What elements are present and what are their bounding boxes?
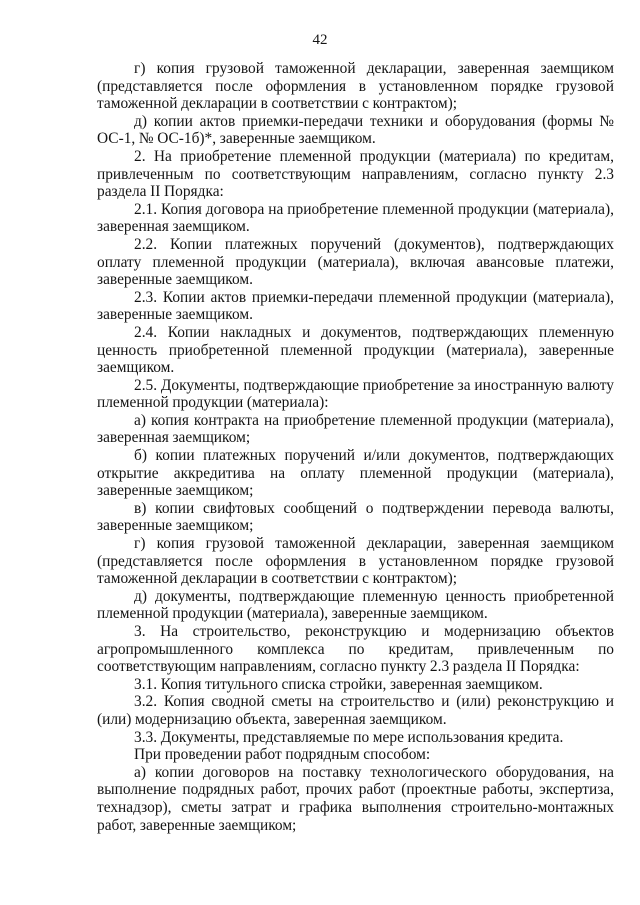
paragraph: а) копия контракта на приобретение племенной продукции (материала), заверенная заемщиком; [97, 411, 614, 447]
paragraph: в) копии свифтовых сообщений о подтверждении перевода валюты, заверенные заемщиком; [97, 499, 614, 535]
paragraph: г) копия грузовой таможенной декларации, заверенная заемщиком (представляется после оформления в установленном порядке грузовой таможенной декларации в соответствии с контрактом); [97, 60, 614, 113]
paragraph: а) копии договоров на поставку технологического оборудования, на выполнение подрядных работ, прочих работ (проектные работы, экспертиза, технадзор), сметы затрат и графика выполнения строительно-монтажных работ, заверенные заемщиком; [97, 763, 614, 834]
paragraph: 3. На строительство, реконструкцию и модернизацию объектов агропромышленного комплекса по кредитам, привлеченным по соответствующим направлениям, согласно пункту 2.3 раздела II Порядка: [97, 623, 614, 676]
paragraph: 3.1. Копия титульного списка стройки, заверенная заемщиком. [134, 675, 543, 693]
paragraph: 2. На приобретение племенной продукции (материала) по кредитам, привлеченным по соответствующим направлениям, согласно пункту 2.3 раздела II Порядка: [97, 147, 614, 201]
paragraph: 2.3. Копии актов приемки-передачи племенной продукции (материала), заверенные заемщиком. [97, 288, 614, 324]
paragraph: При проведении работ подрядным способом: [134, 746, 431, 764]
paragraph: 2.4. Копии накладных и документов, подтверждающих племенную ценность приобретенной племенной продукции (материала), заверенные заемщиком. [97, 323, 614, 377]
document-body [97, 60, 614, 834]
paragraph: б) копии платежных поручений и/или документов, подтверждающих открытие аккредитива на оплату племенной продукции (материала), заверенные заемщиком; [97, 447, 614, 500]
paragraph: 2.5. Документы, подтверждающие приобретение за иностранную валюту племенной продукции (материала): [97, 376, 614, 412]
paragraph: 3.2. Копия сводной сметы на строительство и (или) реконструкцию и (или) модернизацию объекта, заверенная заемщиком. [97, 693, 614, 728]
paragraph: д) документы, подтверждающие племенную ценность приобретенной племенной продукции (материала), заверенные заемщиком. [97, 587, 614, 623]
paragraph: 2.1. Копия договора на приобретение племенной продукции (материала), заверенная заемщиком. [97, 200, 614, 236]
paragraph: д) копии актов приемки-передачи техники и оборудования (формы № ОС-1, № ОС-1б)*, заверенные заемщиком. [97, 112, 614, 148]
page-number: 42 [312, 32, 328, 48]
paragraph: г) копия грузовой таможенной декларации, заверенная заемщиком (представляется после оформления в установленном порядке грузовой таможенной декларации в соответствии с контрактом); [97, 535, 614, 588]
paragraph: 3.3. Документы, представляемые по мере использования кредита. [134, 728, 564, 746]
paragraph: 2.2. Копии платежных поручений (документов), подтверждающих оплату племенной продукции (материала), включая авансовые платежи, заверенные заемщиком. [97, 235, 614, 289]
